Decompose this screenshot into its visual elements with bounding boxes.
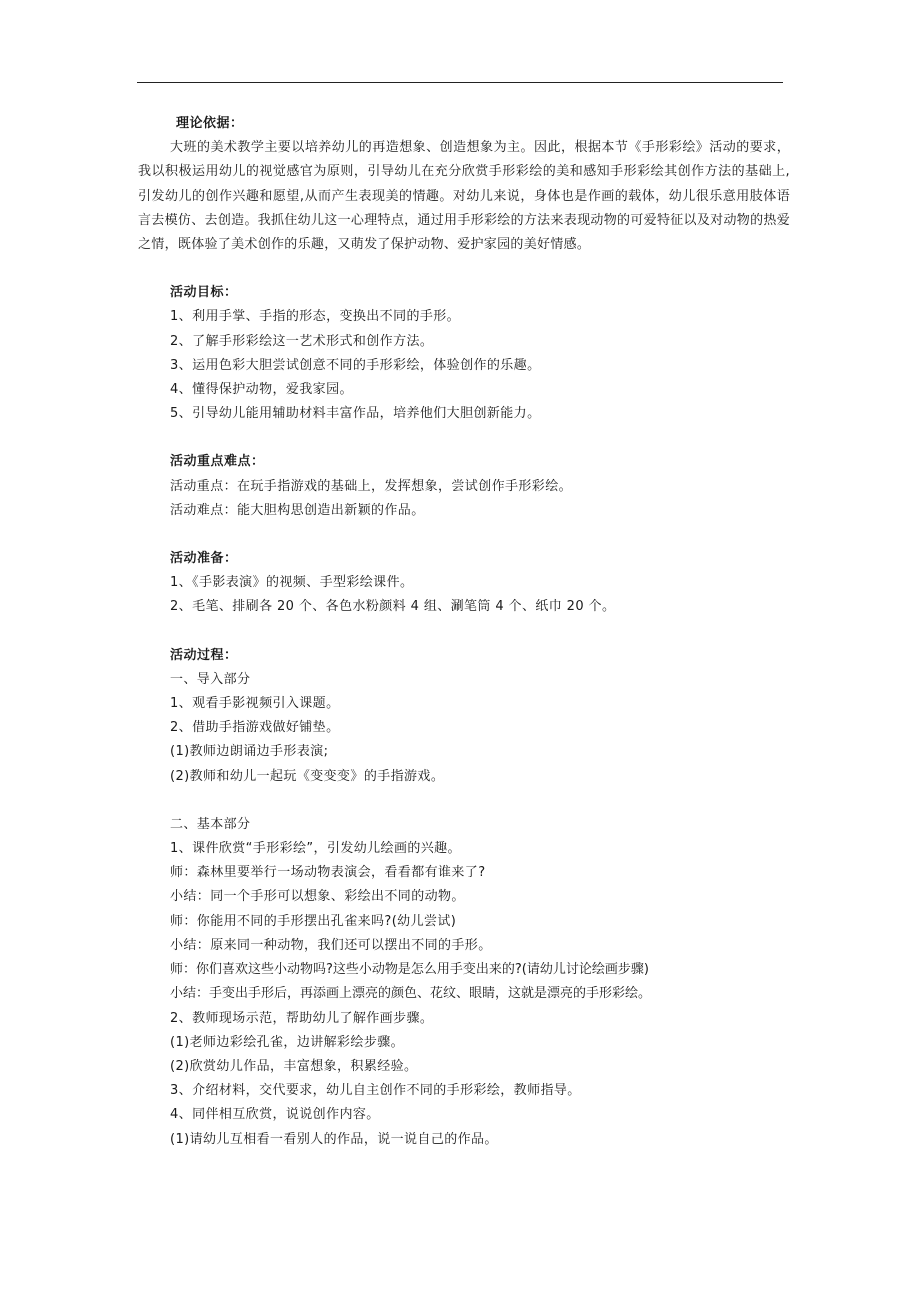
goal-item: 3、运用色彩大胆尝试创意不同的手形彩绘，体验创作的乐趣。 <box>170 357 541 373</box>
theory-paragraph: 大班的美术教学主要以培养幼儿的再造想象、创造想象为主。因此，根据本节《手形彩绘》活动的要求，我以积极运用幼儿的视觉感官为原则，引导幼儿在充分欣赏手形彩绘的美和感知手形彩绘其创作方法的基础上,引发幼儿的创作兴趣和愿望,从而产生表现美的情趣。对幼儿来说，身体也是作画的载体，幼儿很乐意用肢体语言去模仿、去创造。我抓住幼儿这一心理特点，通过用手形彩绘的方法来表现动物的可爱特征以及对动物的热爱之情，既体验了美术创作的乐趣，又萌发了保护动物、爱护家园的美好情感。 <box>138 140 790 253</box>
process-line: 4、同伴相互欣赏，说说创作内容。 <box>170 1107 380 1123</box>
process-line: (1)老师边彩绘孔雀，边讲解彩绘步骤。 <box>170 1034 405 1050</box>
process-line: 3、介绍材料，交代要求，幼儿自主创作不同的手形彩绘，教师指导。 <box>170 1083 581 1099</box>
process-line: 师：森林里要举行一场动物表演会，看看都有谁来了? <box>170 865 486 881</box>
goal-item: 1、利用手掌、手指的形态，变换出不同的手形。 <box>170 309 461 325</box>
goal-item: 2、了解手形彩绘这一艺术形式和创作方法。 <box>170 333 434 349</box>
theory-heading: 理论依据： <box>176 116 244 131</box>
process-line: 小结：同一个手形可以想象、彩绘出不同的动物。 <box>170 889 465 905</box>
process-line: 师：你能用不同的手形摆出孔雀来吗?(幼儿尝试) <box>170 913 457 929</box>
goals-heading: 活动目标： <box>170 285 238 301</box>
goal-item: 5、引导幼儿能用辅助材料丰富作品，培养他们大胆创新能力。 <box>170 406 541 422</box>
goal-item: 4、懂得保护动物，爱我家园。 <box>170 382 353 398</box>
preparation-item: 1、《手影表演》的视频、手型彩绘课件。 <box>170 575 414 591</box>
key-point-item: 活动重点：在玩手指游戏的基础上，发挥想象，尝试创作手形彩绘。 <box>170 478 573 494</box>
key-points-heading: 活动重点难点： <box>170 454 265 470</box>
process-line: (1)请幼儿互相看一看别人的作品，说一说自己的作品。 <box>170 1131 498 1147</box>
document-body <box>138 112 790 1152</box>
process-line: (1)教师边朗诵边手形表演; <box>170 744 329 760</box>
process-line: 师：你们喜欢这些小动物吗?这些小动物是怎么用手变出来的?(请幼儿讨论绘画步骤) <box>170 962 649 978</box>
process-line: 小结：原来同一种动物，我们还可以摆出不同的手形。 <box>170 937 492 953</box>
process-line: (2)教师和幼儿一起玩《变变变》的手指游戏。 <box>170 768 445 784</box>
process-line: 二、基本部分 <box>170 816 251 832</box>
process-heading: 活动过程： <box>170 647 238 663</box>
preparation-heading: 活动准备： <box>170 551 238 567</box>
process-line: 2、借助手指游戏做好铺垫。 <box>170 720 340 736</box>
process-line: 2、教师现场示范，帮助幼儿了解作画步骤。 <box>170 1010 434 1026</box>
preparation-item: 2、毛笔、排刷各 20 个、各色水粉颜料 4 组、涮笔筒 4 个、纸巾 20 个。 <box>170 599 616 615</box>
process-line: 一、导入部分 <box>170 671 251 687</box>
process-line: (2)欣赏幼儿作品，丰富想象，积累经验。 <box>170 1058 418 1074</box>
process-line: 1、观看手影视频引入课题。 <box>170 696 340 712</box>
process-line: 小结：手变出手形后，再添画上漂亮的颜色、花纹、眼睛，这就是漂亮的手形彩绘。 <box>170 986 652 1002</box>
header-rule <box>137 82 783 83</box>
key-point-item: 活动难点：能大胆构思创造出新颖的作品。 <box>170 502 425 518</box>
process-line: 1、课件欣赏“手形彩绘”，引发幼儿绘画的兴趣。 <box>170 841 461 857</box>
